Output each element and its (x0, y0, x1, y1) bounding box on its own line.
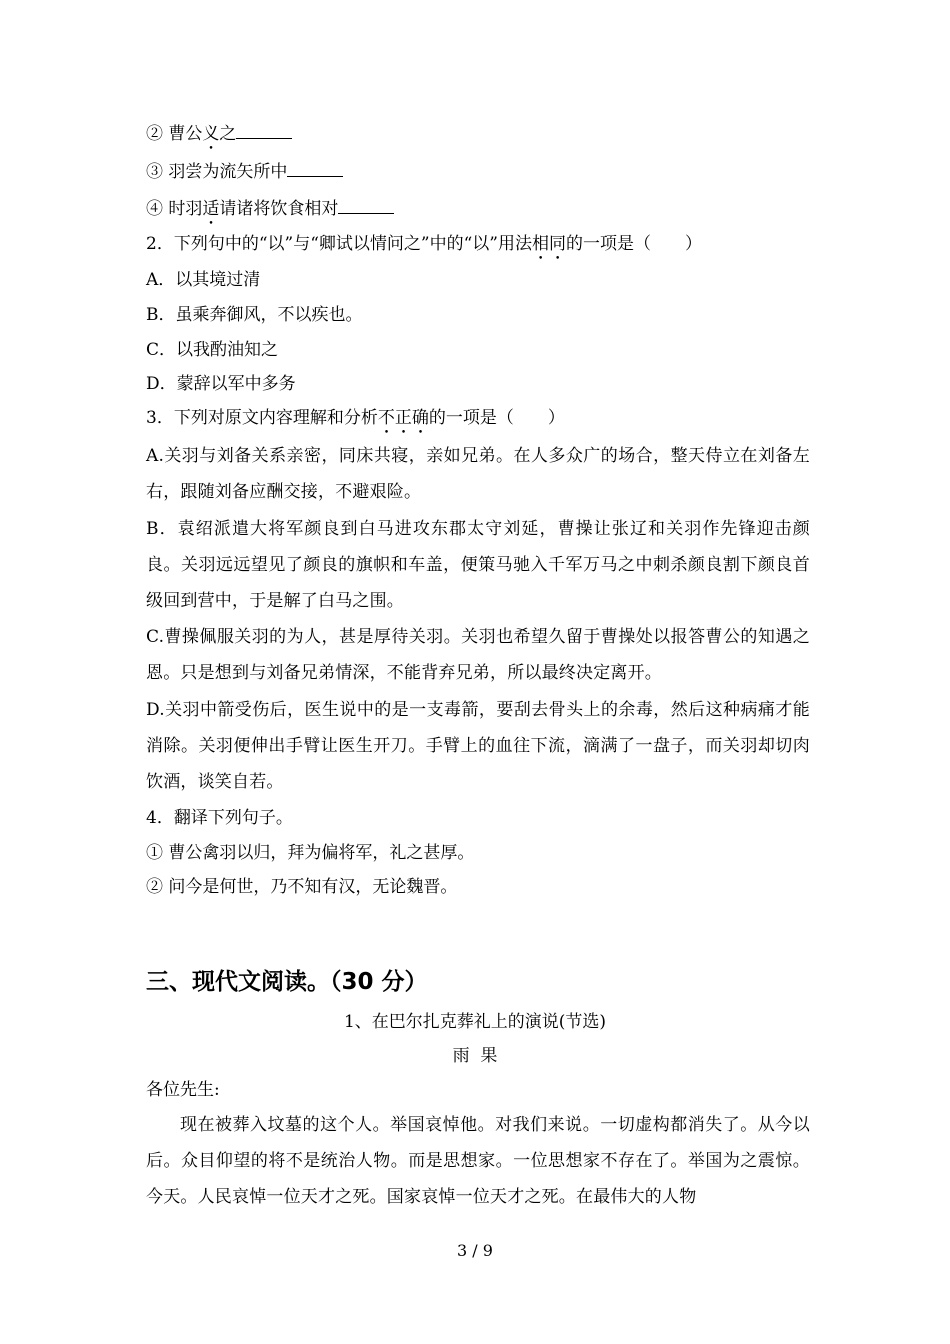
q3-option-b: B．袁绍派遣大将军颜良到白马进攻东郡太守刘延，曹操让张辽和关羽作先锋迎击颜良。关羽远远望见了颜良的旗帜和车盖，便策马驰入千军万马之中刺杀颜良割下颜良首级回到营中，于是解了白马之围。 (146, 519, 810, 611)
q3-option-a: A.关羽与刘备关系亲密，同床共寝，亲如兄弟。在人多众广的场合，整天侍立在刘备左右，跟随刘备应酬交接，不避艰险。 (146, 446, 810, 502)
q2-stem-dotted: 相同 (531, 234, 566, 254)
article-author: 雨 果 (452, 1046, 498, 1066)
q1-item-3-text: ③ 羽尝为流矢所中 (146, 162, 288, 182)
q1-item-2-before: ② 曹公 (146, 124, 203, 144)
q3-option-d: D.关羽中箭受伤后，医生说中的是一支毒箭，要刮去骨头上的余毒，然后这种病痛才能消除。关羽便伸出手臂让医生开刀。手臂上的血往下流，滴满了一盘子，而关羽却切肉饮酒，谈笑自若。 (146, 700, 810, 792)
page-number: 3 / 9 (457, 1241, 493, 1260)
q1-item-2-after: 之 (219, 124, 237, 144)
q2-stem-before: 2．下列句中的“以”与“卿试以情问之”中的“以”用法 (146, 234, 532, 254)
q2-option-b: B．虽乘奔御风，不以疾也。 (146, 305, 363, 325)
answer-blank (236, 122, 292, 139)
salutation: 各位先生: (146, 1080, 220, 1100)
article-paragraph: 现在被葬入坟墓的这个人。举国哀悼他。对我们来说。一切虚构都消失了。从今以后。众目仰望的将不是统治人物。而是思想家。一位思想家不存在了。举国为之震惊。今天。人民哀悼一位天才之死。国家哀悼一位天才之死。在最伟大的人物 (146, 1115, 810, 1207)
q1-item-3 (146, 160, 343, 183)
q3-option-c: C.曹操佩服关羽的为人，甚是厚待关羽。关羽也希望久留于曹操处以报答曹公的知遇之恩。只是想到与刘备兄弟情深，不能背弃兄弟，所以最终决定离开。 (146, 627, 810, 683)
q1-item-2 (146, 122, 292, 154)
q2-stem-after: 的一项是（ ） (565, 234, 702, 254)
q1-item-4 (146, 197, 394, 229)
q4-item-1: ① 曹公禽羽以归，拜为偏将军，礼之甚厚。 (146, 843, 475, 863)
q3-stem-before: 3．下列对原文内容理解和分析 (146, 408, 378, 428)
q2-option-a: A．以其境过清 (146, 270, 261, 290)
q2-option-d: D．蒙辞以军中多务 (146, 374, 296, 394)
q3-stem (146, 407, 565, 438)
q3-stem-dotted: 不正确 (377, 408, 429, 428)
q4-stem: 4．翻译下列句子。 (146, 808, 293, 828)
q4-item-2: ② 问今是何世，乃不知有汉，无论魏晋。 (146, 877, 458, 897)
answer-blank (338, 197, 394, 214)
q2-option-c: C．以我酌油知之 (146, 340, 279, 360)
answer-blank (287, 160, 343, 177)
q1-item-4-dotted: 适 (202, 199, 220, 219)
q1-item-2-dotted: 义 (202, 124, 220, 144)
q1-item-4-before: ④ 时羽 (146, 199, 203, 219)
q2-stem (146, 233, 702, 264)
q1-item-4-after: 请诸将饮食相对 (219, 199, 339, 219)
q3-stem-after: 的一项是（ ） (428, 408, 565, 428)
section-heading: 三、现代文阅读。（30 分） (146, 969, 428, 995)
article-title: 1、在巴尔扎克葬礼上的演说(节选) (343, 1012, 607, 1032)
